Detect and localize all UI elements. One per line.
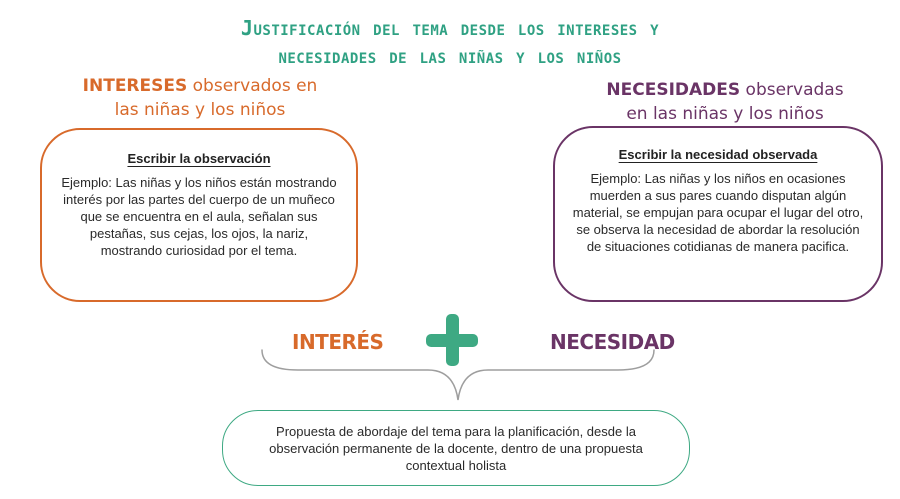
proposal-text: Propuesta de abordaje del tema para la planificación, desde la observación permanente de la docente, dentro de una propuesta contextual holista [269, 424, 643, 473]
necesidad-label: NECESIDAD [550, 330, 675, 354]
interests-box [40, 128, 358, 302]
interests-box-text: Ejemplo: Las niñas y los niños están mostrando interés por las partes del cuerpo de un muñeco que se encuentra en el aula, señalan sus pestañas, sus cejas, los ojos, la nariz, mostrando curiosidad por el tema. [61, 175, 337, 258]
interests-heading-rest: observados en [187, 76, 318, 96]
diagram-title [0, 14, 900, 70]
interests-box-title: Escribir la observación [127, 151, 271, 166]
needs-box [553, 126, 883, 302]
title-line-1: Justificación del tema desde los intereses y [240, 16, 660, 40]
needs-heading [590, 78, 860, 126]
needs-heading-strong: NECESIDADES [606, 80, 741, 100]
needs-heading-rest: observadas [740, 80, 844, 100]
needs-box-text: Ejemplo: Las niñas y los niños en ocasiones muerden a sus pares cuando disputan algún material, se empujan para ocupar el lugar del otro, se observa la necesidad de abordar la resolución de situaciones cotidianas de manera pacifica. [572, 171, 864, 254]
interests-heading-strong: INTERESES [82, 76, 188, 96]
interests-heading [70, 74, 330, 122]
curly-brace-icon [258, 348, 658, 404]
interes-label: INTERÉS [292, 330, 384, 354]
needs-heading-line2: en las niñas y los niños [626, 104, 824, 124]
needs-box-title: Escribir la necesidad observada [618, 147, 818, 162]
title-line-2: necesidades de las niñas y los niños [278, 44, 622, 68]
interests-heading-line2: las niñas y los niños [114, 100, 286, 120]
plus-icon-horizontal [426, 334, 478, 347]
proposal-box [222, 410, 690, 486]
